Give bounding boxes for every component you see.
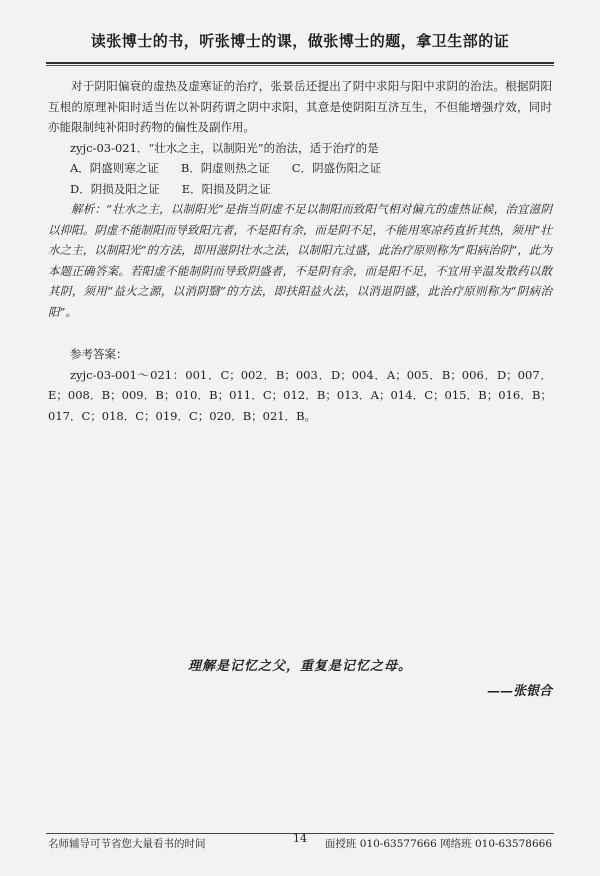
option-c: C．阴盛伤阳之证 — [291, 161, 382, 175]
spacer — [48, 322, 552, 344]
intro-paragraph: 对于阴阳偏衰的虚热及虚寒证的治疗，张景岳还提出了阴中求阳与阳中求阴的治法。根据阴阳互根的原理补阳时适当佐以补阴药谓之阴中求阳，其意是使阴阳互济互生，不但能增强疗效，同时亦能限制纯补阳时药物的偏性及副作用。 — [48, 79, 552, 134]
answers-title: 参考答案： — [70, 347, 128, 361]
option-d: D．阴损及阳之证 — [70, 181, 160, 196]
analysis-paragraph: 解析：“壮水之主，以制阳光”是指当阴虚不足以制阳而致阳气相对偏亢的虚热证候，治宜滋阴以抑阳。阴虚不能制阳而导致阳亢者，不是阳有余，而是阴不足，不能用寒凉药直折其热，须用“壮水之主，以制阳光”的方法，即用滋阴壮水之法，以制阳亢过盛，此治疗原则称为“阳病治阴”，此为本题正确答案。若阳虚不能制阴而导致阴盛者，不是阴有余，而是阳不足，不宜用辛温发散药以散其阴，须用“益火之源，以消阴翳”的方法，即扶阳益火法，以消退阴盛，此治疗原则称为“阴病治阳”。 — [48, 202, 552, 319]
question-stem: zyjc-03-021．“壮水之主，以制阳光”的治法，适于治疗的是 — [70, 140, 379, 155]
header-title: 读张博士的书，听张博士的课，做张博士的题，拿卫生部的证 — [90, 32, 510, 50]
footer-contact: 面授班 010-63577666 网络班 010-63578666 — [324, 838, 552, 850]
footer-slogan: 名师辅导可节省您大量看书的时间 — [48, 838, 206, 850]
header-rule-thin — [46, 65, 554, 66]
header-rule — [46, 62, 554, 64]
quote-author: ——张银合 — [486, 684, 552, 699]
answers-list: zyjc-03-001～021：001．C；002．B；003．D；004．A；005．B；006．D；007．E；008．B；009．B；010．B；011．C；012．B；013．A；014．C；015．B；016．B；017．C；018．C；019．C；020．B；021．B。 — [48, 367, 552, 423]
options-row-2 — [48, 179, 552, 200]
option-b: B．阴虚则热之证 — [180, 161, 270, 175]
option-a: A．阴盛则寒之证 — [70, 161, 159, 175]
body-content — [48, 76, 552, 426]
option-e: E．阳损及阴之证 — [181, 181, 271, 196]
options-row-1 — [48, 158, 552, 179]
quote-text: 理解是记忆之父，重复是记忆之母。 — [187, 659, 412, 674]
page-number: 14 — [293, 832, 307, 845]
